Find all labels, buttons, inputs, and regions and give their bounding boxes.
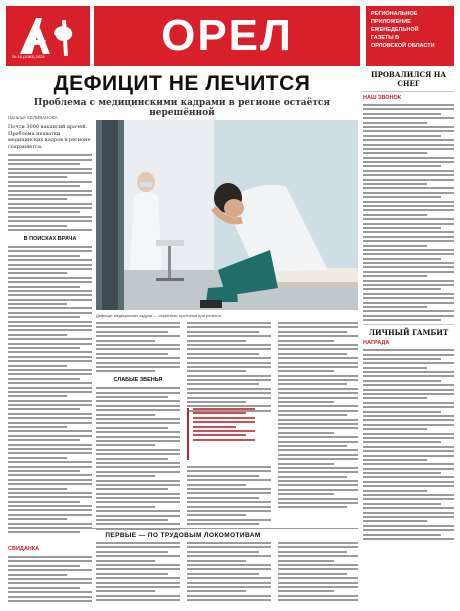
city-name: ОРЕЛ xyxy=(161,11,293,60)
bottom-column-2 xyxy=(96,542,180,603)
left-column xyxy=(8,124,92,536)
middle-column-3 xyxy=(278,322,358,511)
right-column-heading: ПРОВАЛИЛСЯ НА СНЕГ xyxy=(370,70,447,88)
right-column-kicker: НАШ ЗВОНОК xyxy=(363,95,402,101)
photo-caption: Дефицит медицинских кадров — серьёзная проблема для региона. xyxy=(96,313,222,318)
middle-column-1 xyxy=(96,322,180,532)
side-banner xyxy=(366,6,454,66)
byline: Наталья СЕЛИВАНОВА xyxy=(8,115,58,120)
issue-number: № 16 (1063) 2023 xyxy=(12,54,45,59)
doctor-photo-illustration xyxy=(96,120,358,310)
masthead xyxy=(6,6,454,66)
pull-quote xyxy=(187,408,255,460)
side-banner-line: ОРЛОВСКОЙ ОБЛАСТИ xyxy=(371,43,435,49)
side-banner-line: РЕГИОНАЛЬНОЕ xyxy=(371,11,418,17)
right-column xyxy=(363,70,454,542)
lead-text: Почти 3000 вакансий врачей. Проблема нехватки медицинских кадров в регионе сохраняется. xyxy=(8,124,91,150)
bottom-section-title: ПЕРВЫЕ — ПО ТРУДОВЫМ ЛОКОМОТИВАМ xyxy=(105,532,261,539)
bottom-column-3 xyxy=(187,542,271,603)
bottom-column-1 xyxy=(8,556,92,604)
article-photo xyxy=(96,120,358,310)
bottom-column-4 xyxy=(278,542,358,603)
right-column-heading: ЛИЧНЫЙ ГАМБИТ xyxy=(368,328,449,338)
right-column-kicker: НАГРАДА xyxy=(363,340,390,347)
section-heading: СЛАБЫЕ ЗВЕНЬЯ xyxy=(113,377,163,384)
middle-column-2 xyxy=(187,322,271,414)
city-title-bar xyxy=(94,6,360,66)
bottom-section-kicker: СВИДАНКА xyxy=(8,546,40,552)
side-banner-line: ГАЗЕТЫ В xyxy=(371,35,400,41)
subheadline: Проблема с медицинскими кадрами в регионе остаётся нерешённой xyxy=(33,98,331,118)
bottom-section-header xyxy=(8,528,358,539)
side-banner-line: ЕЖЕНЕДЕЛЬНОЙ xyxy=(371,27,419,33)
headline: ДЕФИЦИТ НЕ ЛЕЧИТСЯ xyxy=(53,72,311,95)
aif-logo xyxy=(6,6,90,66)
section-heading: В ПОИСКАХ ВРАЧА xyxy=(23,236,77,243)
side-banner-line: ПРИЛОЖЕНИЕ xyxy=(371,19,411,25)
middle-column-2b xyxy=(187,466,271,527)
